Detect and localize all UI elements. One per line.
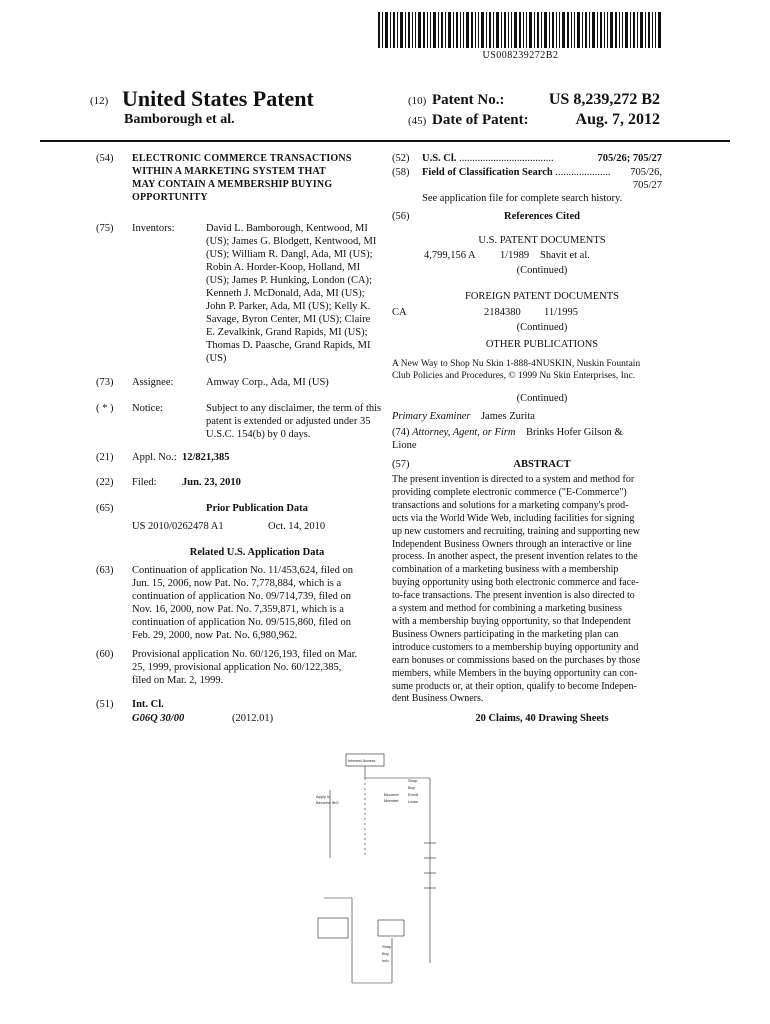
continuation-line: Jun. 15, 2006, now Pat. No. 7,778,884, which is a (132, 578, 342, 589)
attorney-firm: Brinks Hofer Gilson & (525, 427, 623, 438)
drawing-box-right (378, 920, 404, 936)
code-10: (10) (408, 95, 427, 107)
attorney-code: (74) (392, 427, 410, 438)
code-12: (12) (90, 95, 109, 107)
abstract-line: ucts via the World Wide Web, including facilities for signing (392, 512, 635, 524)
document-type: United States Patent (122, 86, 314, 111)
primary-examiner (392, 410, 662, 423)
other-pub-line: Club Policies and Procedures, © 1999 Nu Skin Enterprises, Inc. (392, 371, 636, 381)
field-search-value-2: 705/27 (632, 180, 662, 191)
us-ref-number: 4,799,156 A (424, 250, 476, 261)
abstract-line: Independent Business Owners through an interactive or line (392, 538, 632, 550)
appl-number: 12/821,385 (182, 452, 230, 463)
notice-code: ( * ) (96, 403, 114, 414)
references-code: (56) (392, 211, 410, 222)
abstract-line: with a membership buying opportunity, so that Independent (392, 615, 631, 627)
int-cl-class: G06Q 30/00 (132, 713, 185, 724)
inventor-line: Thomas D. Paasche, Grand Rapids, MI (206, 340, 371, 351)
title-code: (54) (96, 153, 114, 164)
inventor-line: (US) (206, 353, 227, 364)
title-line: ELECTRONIC COMMERCE TRANSACTIONS (132, 153, 352, 164)
appl-code: (21) (96, 452, 114, 463)
us-cl-dots: .................................... (456, 153, 554, 164)
abstract-line: up new customers and recruiting, training and supporting new (392, 525, 640, 537)
appl-label: Appl. No.: (132, 452, 177, 463)
field-search-note: See application file for complete search history. (422, 193, 623, 204)
filed-label: Filed: (132, 477, 157, 488)
drawing-label: Buy (382, 951, 389, 956)
left-column (96, 152, 381, 732)
continuation-text (132, 564, 382, 642)
provisional-text (132, 648, 382, 687)
inventor-line: (US); William R. Dangl, Ada, MI (US); (206, 249, 373, 260)
field-search-value-1: 705/26, (612, 166, 662, 179)
abstract-line: a system and method for combining a marketing business (392, 603, 622, 615)
other-publications-heading: OTHER PUBLICATIONS (485, 339, 599, 350)
abstract-line: sume products or, at their option, qualify to become Indepen- (392, 680, 637, 692)
continuation-line: continuation of application No. 09/714,739, filed on (132, 591, 352, 602)
assignee-value: Amway Corp., Ada, MI (US) (206, 377, 329, 388)
inventors-label: Inventors: (132, 223, 175, 234)
provisional-line: 25, 1999, provisional application No. 60/122,385, (132, 662, 342, 673)
claims-count: 20 Claims, 40 Drawing Sheets (475, 713, 609, 724)
drawing-label: Buy (408, 785, 415, 790)
title-line: WITHIN A MARKETING SYSTEM THAT (132, 166, 327, 177)
abstract-line: providing complete electronic commerce ("E-Commerce") (392, 486, 627, 498)
us-patent-documents-heading: U.S. PATENT DOCUMENTS (478, 235, 606, 246)
drawing-box-left (318, 918, 348, 938)
abstract-line: earn bonuses or commissions based on the purchases by those (392, 654, 641, 666)
foreign-patent-documents-heading: FOREIGN PATENT DOCUMENTS (464, 291, 620, 302)
notice-line: Subject to any disclaimer, the term of this (206, 403, 382, 414)
abstract-line: The present invention is directed to a system and method for (392, 474, 635, 485)
abstract-line: dent Business Owners. (392, 693, 484, 705)
assignee-code: (73) (96, 377, 114, 388)
inventor-line: Robin A. Horder-Koop, Holland, MI (206, 262, 361, 273)
inventor-line: David L. Bamborough, Kentwood, MI (206, 223, 368, 234)
right-column (392, 152, 662, 732)
inventors-code: (75) (96, 223, 114, 234)
references-heading: References Cited (504, 211, 580, 222)
related-heading: Related U.S. Application Data (189, 547, 325, 558)
abstract-line: members, while Members in the buying opportunity can con- (392, 667, 638, 679)
abstract-line: transactions and solutions for a marketing company's prod- (392, 499, 629, 511)
patent-number: US 8,239,272 B2 (548, 91, 660, 108)
inventor-line: Savage, Byron Center, MI (US); Claire (206, 314, 371, 325)
us-cl-label: U.S. Cl. (422, 153, 457, 164)
barcode-number: US008239272B2 (482, 50, 559, 61)
notice-line: U.S.C. 154(b) by 0 days. (206, 429, 311, 440)
continuation-line: Continuation of application No. 11/453,624, filed on (132, 565, 353, 576)
drawing-label: Shop (382, 944, 392, 949)
inventor-line: (US); James G. Blodgett, Kentwood, MI (206, 236, 377, 247)
inventor-line: E. Zevalkink, Grand Rapids, MI (US); (206, 327, 368, 338)
barcode (378, 12, 663, 48)
abstract-line: combination of a marketing business with a membership (392, 564, 619, 576)
abstract-line: Business Owners participating in the marketing plan can (392, 628, 619, 640)
field-search-row (422, 166, 622, 179)
other-pub-line: A New Way to Shop Nu Skin 1-888-4NUSKIN, Nuskin Fountain (392, 359, 641, 369)
abstract-line: process. In another aspect, the present invention relates to the (392, 551, 638, 563)
drawing-label: Become IBO (316, 800, 339, 805)
continuation-line: Feb. 29, 2000, now Pat. No. 6,980,962. (132, 630, 298, 641)
abstract-heading: ABSTRACT (513, 459, 571, 470)
notice-line: patent is extended or adjusted under 35 (206, 416, 371, 427)
inventor-line: John P. Parker, Ada, MI (US); Kelly K. (206, 301, 371, 312)
int-cl-label: Int. Cl. (132, 699, 164, 710)
foreign-ref-country: CA (392, 307, 407, 318)
drawing-label: Become (384, 792, 399, 797)
drawing-label: Learn (408, 799, 419, 804)
provisional-line: filed on Mar. 2, 1999. (132, 675, 224, 686)
references-continued: (Continued) (516, 265, 568, 276)
int-cl-code: (51) (96, 699, 114, 710)
other-publications-text (392, 358, 662, 382)
drawing-label: Apply to (316, 794, 331, 799)
notice-label: Notice: (132, 403, 163, 414)
continuation-line: continuation of application No. 09/515,860, filed on (132, 617, 352, 628)
header-rule (40, 140, 730, 142)
us-cl-value: 705/26; 705/27 (592, 152, 662, 165)
date-of-patent-label: Date of Patent: (432, 112, 529, 128)
abstract-line: buying opportunity using both electronic commerce and face- (392, 577, 639, 589)
authors: Bamborough et al. (124, 112, 235, 127)
continuation-code: (63) (96, 565, 114, 576)
filed-code: (22) (96, 477, 114, 488)
drawing-label: Enroll (408, 792, 419, 797)
abstract-line: introduce customers to a membership buying opportunity and (392, 641, 639, 653)
field-search-dots: ..................... (552, 167, 611, 178)
notice-text (206, 402, 384, 441)
drawing-label: Info (382, 958, 389, 963)
foreign-ref-number: 2184380 (484, 307, 521, 318)
drawing-label: Shop (408, 778, 418, 783)
us-ref-name: Shavit et al. (540, 250, 590, 261)
inventors-list (206, 222, 384, 365)
primary-examiner-label: Primary Examiner (392, 411, 471, 422)
drawing-label: Member (384, 798, 399, 803)
abstract-code: (57) (392, 459, 410, 470)
invention-title (132, 152, 382, 204)
code-45: (45) (408, 115, 427, 127)
other-continued: (Continued) (516, 393, 568, 404)
prior-pub-heading: Prior Publication Data (206, 503, 308, 514)
us-cl-code: (52) (392, 153, 410, 164)
patent-number-label: Patent No.: (432, 92, 505, 108)
prior-pub-code: (65) (96, 503, 114, 514)
title-line: OPPORTUNITY (132, 192, 208, 203)
assignee-label: Assignee: (132, 377, 174, 388)
prior-pub-number: US 2010/0262478 A1 (132, 521, 224, 532)
provisional-line: Provisional application No. 60/126,193, filed on Mar. (132, 649, 358, 660)
date-of-patent: Aug. 7, 2012 (575, 111, 660, 128)
attorney-label: Attorney, Agent, or Firm (412, 427, 516, 438)
abstract-text (392, 474, 662, 706)
title-line: MAY CONTAIN A MEMBERSHIP BUYING (132, 179, 333, 190)
us-ref-date: 1/1989 (500, 250, 530, 261)
prior-pub-date: Oct. 14, 2010 (268, 521, 326, 532)
foreign-continued: (Continued) (516, 322, 568, 333)
attorney-row (392, 426, 662, 439)
inventor-line: Kenneth J. McDonald, Ada, MI (US); (206, 288, 365, 299)
inventor-line: (US); James P. Hunking, London (CA); (206, 275, 372, 286)
drawing-label: Internet Access (348, 758, 376, 763)
continuation-line: Nov. 16, 2000, now Pat. No. 7,359,871, which is a (132, 604, 344, 615)
attorney-firm-cont: Lione (392, 440, 417, 451)
int-cl-year: (2012.01) (232, 713, 274, 724)
representative-drawing (312, 748, 447, 1010)
provisional-code: (60) (96, 649, 114, 660)
field-search-code: (58) (392, 167, 410, 178)
foreign-ref-date: 11/1995 (544, 307, 579, 318)
field-search-label: Field of Classification Search (422, 167, 553, 178)
filed-date: Jun. 23, 2010 (182, 477, 241, 488)
primary-examiner-name: James Zurita (480, 411, 535, 422)
abstract-line: to-face transactions. The present invention is also directed to (392, 590, 635, 602)
